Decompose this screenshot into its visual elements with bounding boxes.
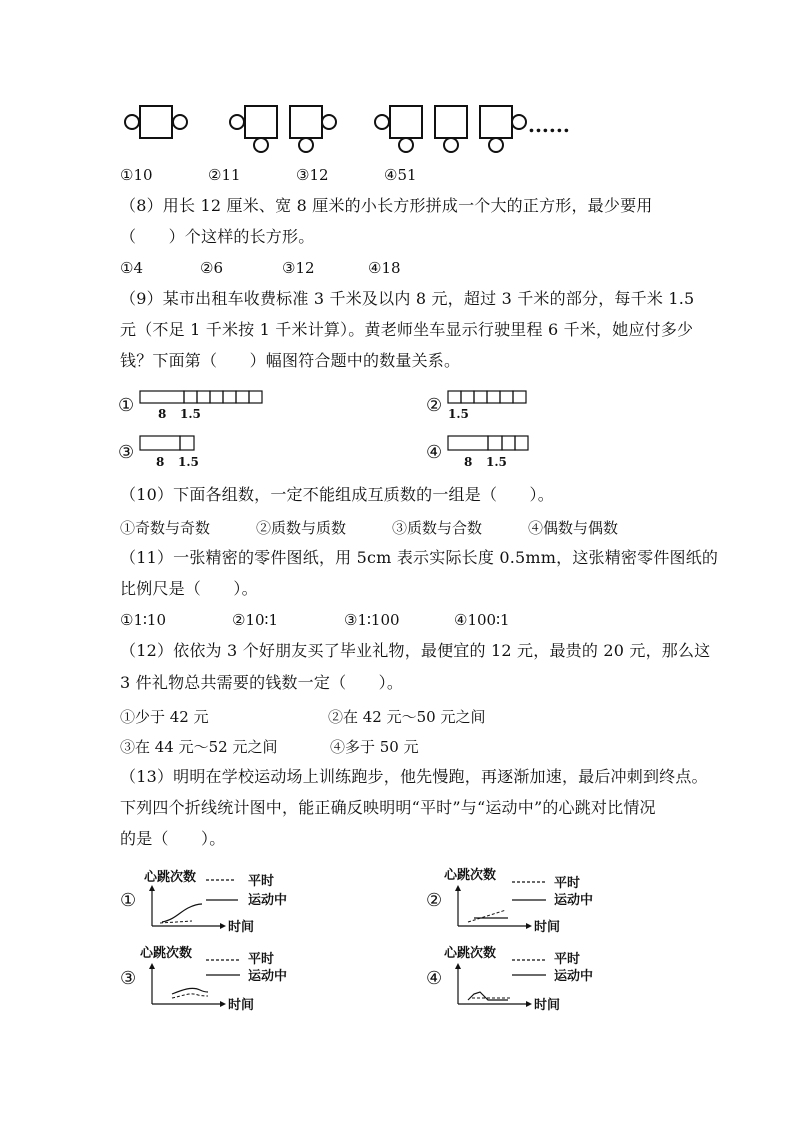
legend-solid-label: 运动中 [248, 969, 288, 984]
y-axis-label: 心跳次数 [444, 868, 497, 883]
q12-text-line-2: 3 件礼物总共需要的钱数一定（ ）。 [120, 673, 404, 692]
q10-option-1: ①奇数与奇数 [120, 519, 211, 537]
q8-option-1: ①4 [120, 259, 143, 277]
q8-text-line-1: （8）用长 12 厘米、宽 8 厘米的小长方形拼成一个大的正方形，最少要用 [120, 196, 653, 215]
legend-dashed-label: 平时 [248, 874, 275, 889]
figure-marker: ③ [118, 442, 135, 463]
active-heartbeat-line [172, 988, 208, 994]
q10-option-3: ③质数与合数 [392, 519, 483, 537]
value-label-8: 8 [156, 455, 165, 469]
q7-option-3: ③12 [296, 166, 329, 184]
x-axis-label: 时间 [228, 920, 255, 935]
chart-marker: ① [120, 890, 137, 911]
q13-text-line-1: （13）明明在学校运动场上训练跑步，他先慢跑，再逐渐加速，最后冲刺到终点。 [120, 767, 708, 786]
y-axis-label: 心跳次数 [444, 946, 497, 961]
chart-marker: ④ [426, 968, 443, 989]
q11-option-1: ①1∶10 [120, 611, 166, 629]
legend-dashed-label: 平时 [554, 952, 581, 967]
q11-text-line-1: （11）一张精密的零件图纸，用 5cm 表示实际长度 0.5mm，这张精密零件图纸的 [120, 548, 719, 567]
x-axis-label: 时间 [228, 998, 255, 1012]
chart-marker: ② [426, 890, 443, 911]
q10-option-2: ②质数与质数 [256, 519, 347, 537]
q12-option-1: ①少于 42 元 [120, 708, 209, 726]
q12-option-4: ④多于 50 元 [330, 738, 419, 756]
value-label-8: 8 [158, 407, 167, 421]
legend-dashed-label: 平时 [554, 876, 581, 891]
figure-marker: ④ [426, 442, 443, 463]
legend-solid-label: 运动中 [248, 893, 288, 908]
q10-option-4: ④偶数与偶数 [528, 519, 619, 537]
q11-text-line-2: 比例尺是（ ）。 [120, 579, 258, 598]
q13-chart-2 [424, 864, 614, 936]
q9-figure-1 [118, 388, 278, 424]
q13-text-line-2: 下列四个折线统计图中，能正确反映明明“平时”与“运动中”的心跳对比情况 [120, 798, 656, 817]
q9-figure-2 [426, 388, 546, 424]
q8-text-line-2: （ ）个这样的长方形。 [120, 227, 315, 246]
q7-option-4: ④51 [384, 166, 417, 184]
legend-solid-label: 运动中 [554, 969, 594, 984]
q13-text-line-3: 的是（ ）。 [120, 829, 226, 848]
q9-figure-4 [426, 432, 546, 472]
active-heartbeat-line [468, 992, 508, 1000]
q10-text-line: （10）下面各组数，一定不能组成互质数的一组是（ ）。 [120, 485, 554, 504]
y-axis-label: 心跳次数 [144, 870, 197, 885]
q11-option-2: ②10∶1 [232, 611, 278, 629]
q12-option-2: ②在 42 元～50 元之间 [328, 708, 486, 726]
active-heartbeat-line [162, 904, 202, 922]
q7-option-1: ①10 [120, 166, 153, 184]
figure-marker: ② [426, 395, 443, 416]
q13-chart-1 [118, 864, 308, 936]
resting-heartbeat-line [468, 910, 506, 922]
figure-marker: ① [118, 395, 135, 416]
tables-chairs-figure [120, 98, 590, 158]
value-label-1-5: 1.5 [486, 455, 507, 469]
value-label-1-5: 1.5 [180, 407, 201, 421]
q9-text-line-2: 元（不足 1 千米按 1 千米计算）。黄老师坐车显示行驶里程 6 千米，她应付多少 [120, 320, 694, 339]
q8-option-4: ④18 [368, 259, 401, 277]
continuation-dots: ...... [528, 113, 570, 137]
q9-figure-3 [118, 432, 218, 472]
legend-dashed-label: 平时 [248, 952, 275, 967]
q11-option-3: ③1∶100 [344, 611, 400, 629]
q11-option-4: ④100∶1 [454, 611, 510, 629]
x-axis-label: 时间 [534, 998, 561, 1012]
q13-chart-4 [424, 940, 614, 1012]
q12-text-line-1: （12）依依为 3 个好朋友买了毕业礼物，最便宜的 12 元，最贵的 20 元，那么这 [120, 641, 711, 660]
value-label-8: 8 [464, 455, 473, 469]
value-label-1-5: 1.5 [178, 455, 199, 469]
legend-solid-label: 运动中 [554, 893, 594, 908]
resting-heartbeat-line [172, 994, 208, 998]
q9-text-line-1: （9）某市出租车收费标准 3 千米及以内 8 元，超过 3 千米的部分，每千米 1.5 [120, 289, 695, 308]
q8-option-3: ③12 [282, 259, 315, 277]
q9-text-line-3: 钱？下面第（ ）幅图符合题中的数量关系。 [120, 351, 461, 370]
x-axis-label: 时间 [534, 920, 561, 935]
q8-option-2: ②6 [200, 259, 223, 277]
table-square [140, 106, 172, 138]
value-label-1-5: 1.5 [448, 407, 469, 421]
q13-chart-3 [118, 940, 308, 1012]
q12-option-3: ③在 44 元～52 元之间 [120, 738, 278, 756]
y-axis-label: 心跳次数 [140, 946, 193, 961]
chart-marker: ③ [120, 968, 137, 989]
q7-option-2: ②11 [208, 166, 241, 184]
